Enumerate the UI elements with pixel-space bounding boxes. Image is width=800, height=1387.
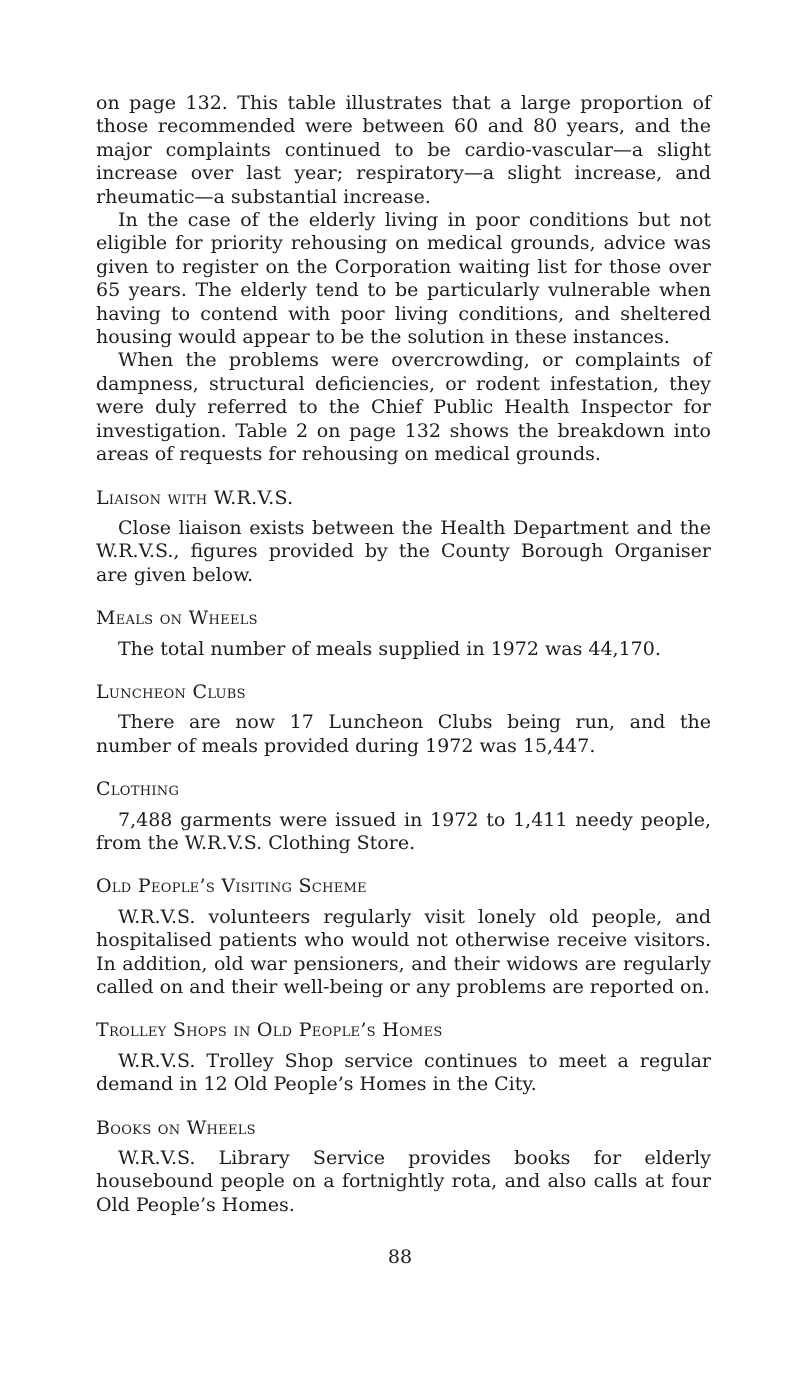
section-luncheon-clubs	[96, 681, 711, 758]
intro-paragraph: In the case of the elderly living in poor conditions but not eligible for priority rehousing on medical grounds, advice was given to register on the Corporation waiting list for those over 65 years. The elderly tend to be particularly vulnerable when having to contend with poor living conditions, and sheltered housing would appear to be the solution in these instances.	[96, 209, 711, 349]
section-trolley-shops	[96, 1019, 711, 1096]
section-paragraph: Close liaison exists between the Health Department and the W.R.V.S., figures provided by the County Borough Organiser are given below.	[96, 516, 711, 586]
section-heading: Books on Wheels	[96, 1116, 256, 1139]
section-paragraph: The total number of meals supplied in 1972 was 44,170.	[118, 637, 661, 660]
intro-paragraph: on page 132. This table illustrates that a large proportion of those recommended were between 60 and 80 years, and the major complaints continued to be cardio-vascular—a slight increase over last year; respiratory—a slight increase, and rheumatic—a substantial increase.	[96, 92, 711, 208]
section-heading: Liaison with W.R.V.S.	[96, 486, 294, 509]
section-heading: Clothing	[96, 778, 180, 801]
section-heading: Meals on Wheels	[96, 607, 258, 630]
section-books-on-wheels	[96, 1117, 711, 1218]
section-paragraph: W.R.V.S. Library Service provides books for elderly housebound people on a fortnightly rota, and also calls at four Old People’s Homes.	[96, 1147, 711, 1216]
section-heading: Trolley Shops in Old People’s Homes	[96, 1019, 443, 1042]
section-paragraph: There are now 17 Luncheon Clubs being run, and the number of meals provided during 1972 was 15,447.	[96, 711, 711, 757]
section-heading: Luncheon Clubs	[96, 680, 246, 703]
intro-paragraph: When the problems were overcrowding, or complaints of dampness, structural deficiencies, or rodent infestation, they were duly referred to the Chief Public Health Inspector for investigation. Table 2 on page 132 shows the breakdown into areas of requests for rehousing on medical grounds.	[96, 349, 711, 466]
section-paragraph: W.R.V.S. Trolley Shop service continues to meet a regular demand in 12 Old People’s Homes in the City.	[96, 1049, 711, 1096]
section-visiting-scheme	[96, 875, 711, 999]
document-page	[96, 92, 711, 1217]
section-paragraph: W.R.V.S. volunteers regularly visit lonely old people, and hospitalised patients who would not otherwise receive visitors. In addition, old war pensioners, and their widows are regularly called on and their well-being or any problems are reported on.	[96, 905, 711, 998]
section-paragraph: 7,488 garments were issued in 1972 to 1,411 needy people, from the W.R.V.S. Clothing Store.	[96, 808, 711, 854]
section-liaison-wrvs	[96, 487, 711, 588]
section-meals-on-wheels	[96, 607, 711, 661]
page-number: 88	[387, 1246, 413, 1268]
section-heading: Old People’s Visiting Scheme	[96, 875, 367, 898]
section-clothing	[96, 778, 711, 855]
